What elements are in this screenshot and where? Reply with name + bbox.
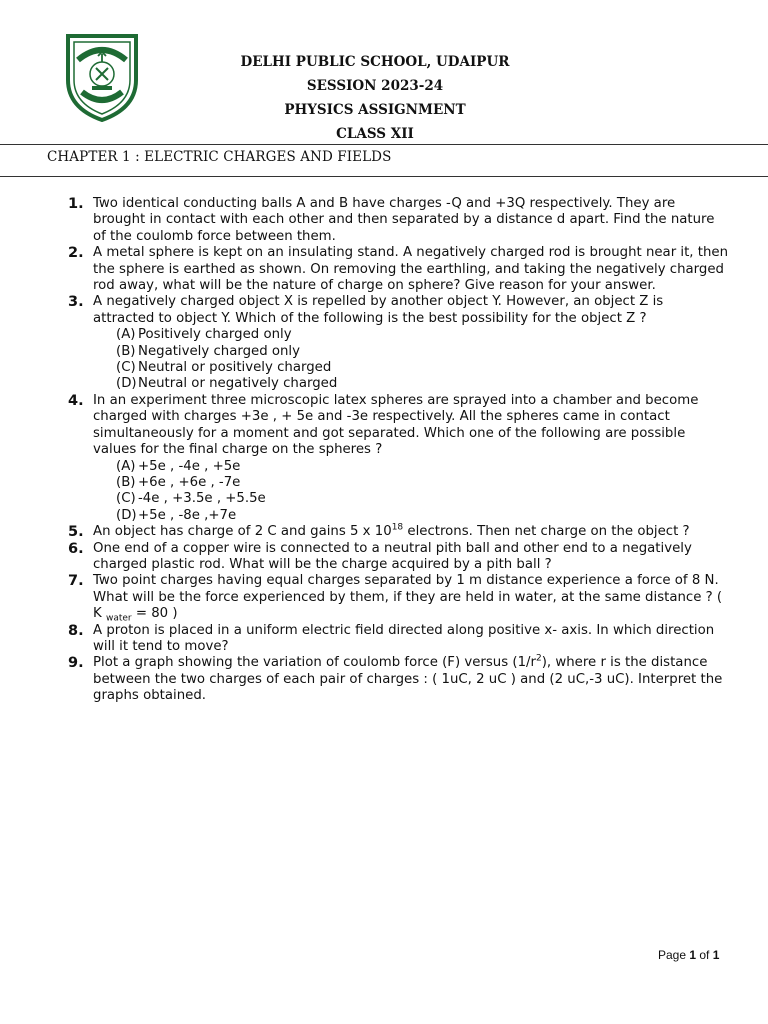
question-text: A metal sphere is kept on an insulating stand. A negatively charged rod is brought near it, then the sphere is earthed as shown. On removing the earthling, and taking the negatively charged rod away, what will be the nature of charge on sphere? Give reason for your answer. bbox=[93, 245, 729, 294]
question-text-cont: = 80 ) bbox=[131, 606, 178, 622]
option-text: Neutral or positively charged bbox=[138, 360, 332, 376]
option-label: (B) bbox=[116, 343, 136, 359]
question-5 bbox=[68, 524, 728, 540]
question-number: 5. bbox=[68, 524, 84, 541]
option-d bbox=[116, 508, 728, 524]
question-7 bbox=[68, 573, 728, 622]
option-b bbox=[116, 475, 728, 491]
option-text: +6e , +6e , -7e bbox=[138, 474, 241, 490]
question-number: 1. bbox=[68, 196, 84, 212]
question-number: 7. bbox=[68, 573, 84, 590]
option-text: +5e , -8e ,+7e bbox=[138, 507, 237, 523]
superscript: 2 bbox=[536, 653, 542, 664]
question-6 bbox=[68, 541, 728, 574]
question-2 bbox=[68, 245, 728, 294]
option-label: (A) bbox=[116, 327, 136, 343]
superscript: 18 bbox=[391, 522, 404, 533]
option-c bbox=[116, 360, 728, 376]
question-text: In an experiment three microscopic latex spheres are sprayed into a chamber and become charged with charges +3e , + 5e and -3e respectively. All the spheres came in contact simultaneously for a moment and got separated. Which one of the following are possible values for the final charge on the spheres ? bbox=[93, 392, 699, 458]
document-header bbox=[150, 50, 600, 146]
header-rule-top bbox=[0, 144, 768, 145]
question-text-cont: ), where r is the distance between the two charges of each pair of charges : ( 1uC, 2 uC ) and (2 uC,-3 uC). Interpret the graphs obtained. bbox=[93, 655, 723, 704]
question-text: A proton is placed in a uniform electric field directed along positive x- axis. In which direction will it tend to move? bbox=[93, 622, 715, 654]
question-text: Plot a graph showing the variation of coulomb force (F) versus (1/r bbox=[93, 655, 536, 671]
question-1 bbox=[68, 196, 728, 245]
question-number: 6. bbox=[68, 540, 84, 557]
page-current: 1 bbox=[689, 948, 697, 962]
option-text: Neutral or negatively charged bbox=[138, 376, 338, 392]
session: SESSION 2023-24 bbox=[306, 78, 444, 94]
page-prefix: Page bbox=[658, 948, 690, 962]
option-text: -4e , +3.5e , +5.5e bbox=[138, 491, 266, 507]
school-crest-logo bbox=[62, 30, 142, 122]
assignment-title: PHYSICS ASSIGNMENT bbox=[284, 102, 466, 118]
question-number: 9. bbox=[68, 655, 84, 672]
question-number: 3. bbox=[68, 294, 84, 311]
option-text: +5e , -4e , +5e bbox=[138, 458, 241, 474]
chapter-title: CHAPTER 1 : ELECTRIC CHARGES AND FIELDS bbox=[47, 149, 392, 165]
question-text: A negatively charged object X is repelled by another object Y. However, an object Z is attracted to object Y. Which of the following is the best possibility for the object Z ? bbox=[93, 294, 664, 326]
page-sep: of bbox=[696, 948, 713, 962]
option-label: (A) bbox=[116, 458, 136, 474]
subscript: water bbox=[105, 613, 132, 624]
option-label: (C) bbox=[116, 491, 136, 507]
option-text: Positively charged only bbox=[138, 327, 292, 343]
page-total: 1 bbox=[712, 948, 720, 962]
option-list bbox=[93, 327, 728, 393]
option-list bbox=[93, 459, 728, 525]
question-4 bbox=[68, 393, 728, 524]
option-a bbox=[116, 459, 728, 475]
option-label: (D) bbox=[116, 507, 137, 523]
option-c bbox=[116, 491, 728, 507]
question-9 bbox=[68, 655, 728, 704]
option-label: (C) bbox=[116, 360, 136, 376]
question-8 bbox=[68, 623, 728, 656]
header-rule-bottom bbox=[0, 176, 768, 177]
question-text: Two point charges having equal charges separated by 1 m distance experience a force of 8 N. What will be the force experienced by them, if they are held in water, at the same distance ? ( K bbox=[93, 573, 723, 622]
question-3 bbox=[68, 294, 728, 392]
question-text: An object has charge of 2 C and gains 5 x 10 bbox=[93, 524, 392, 540]
option-d bbox=[116, 376, 728, 392]
option-a bbox=[116, 327, 728, 343]
question-text: Two identical conducting balls A and B have charges -Q and +3Q respectively. They are brought in contact with each other and then separated by a distance d apart. Find the nature of the coulomb force between them. bbox=[93, 196, 715, 244]
school-name: DELHI PUBLIC SCHOOL, UDAIPUR bbox=[240, 54, 510, 70]
option-b bbox=[116, 344, 728, 360]
question-list bbox=[68, 196, 728, 705]
question-number: 4. bbox=[68, 392, 84, 409]
question-text: One end of a copper wire is connected to a neutral pith ball and other end to a negatively charged plastic rod. What will be the charge acquired by a pith ball ? bbox=[93, 540, 692, 572]
class-label: CLASS XII bbox=[336, 126, 414, 142]
option-label: (B) bbox=[116, 474, 136, 490]
question-number: 2. bbox=[68, 245, 84, 262]
option-label: (D) bbox=[116, 376, 137, 392]
question-text-cont: electrons. Then net charge on the object ? bbox=[403, 524, 690, 540]
page-footer bbox=[658, 948, 719, 962]
question-number: 8. bbox=[68, 622, 84, 639]
option-text: Negatively charged only bbox=[138, 343, 300, 359]
